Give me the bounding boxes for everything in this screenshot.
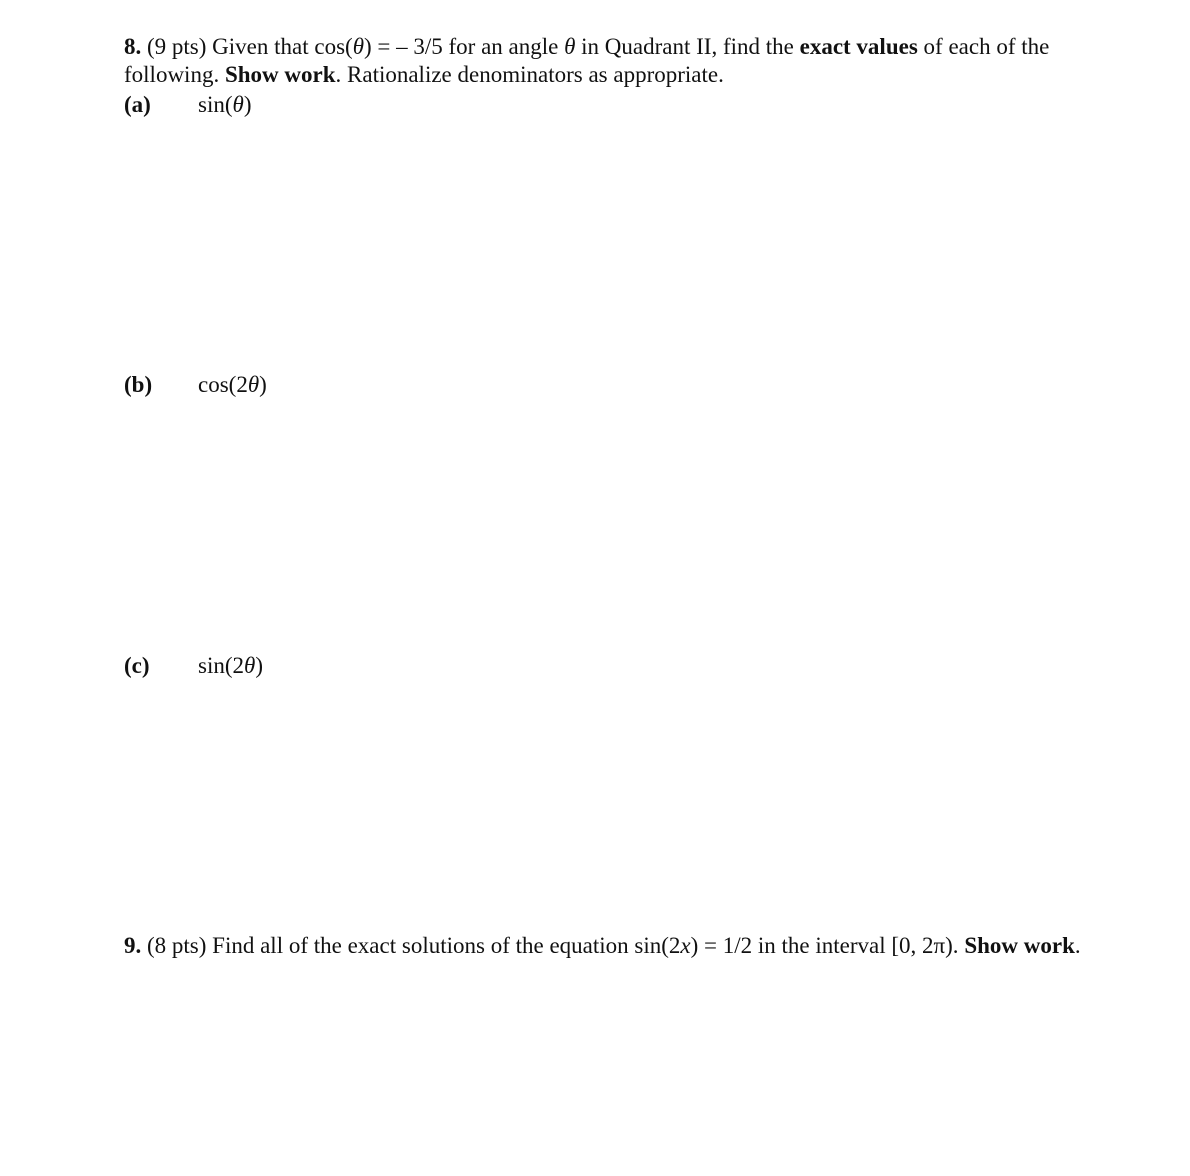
question-text: ) = – 3/5 for an angle [364,34,559,59]
emphasis: Show work [224,62,336,87]
question-points: (9 pts) [147,34,207,59]
question-text: ) = 1/2 in the interval [0, 2π). [690,933,959,958]
question-text: in Quadrant II, find the [581,34,794,59]
question-text: of each of the following. [124,34,1050,87]
part-expression: cos(2θ) [198,372,267,397]
question-text: Find all of the exact solutions of the equation sin(2 [212,933,681,958]
theta-symbol: θ [352,34,364,59]
emphasis: exact values [799,34,918,59]
part-expression: sin(θ) [198,92,252,117]
variable: x [680,933,691,958]
part-label: (b) [124,372,153,397]
emphasis: Show work [964,933,1075,958]
question-number: 9. [124,933,142,958]
question-9: 9. (8 pts) Find all of the exact solutions of the equation sin(2x) = 1/2 in the interval [0, 2π). Show work. [124,933,1081,958]
question-text: . Rationalize denominators as appropriate. [335,62,724,87]
part-expression: sin(2θ) [198,653,263,678]
theta-symbol: θ [564,34,576,59]
question-points: (8 pts) [147,933,207,958]
question-number: 8. [124,34,142,59]
part-label: (a) [124,92,151,117]
part-label: (c) [124,653,150,678]
question-8 [124,33,1084,89]
question-text: Given that cos( [212,34,353,59]
